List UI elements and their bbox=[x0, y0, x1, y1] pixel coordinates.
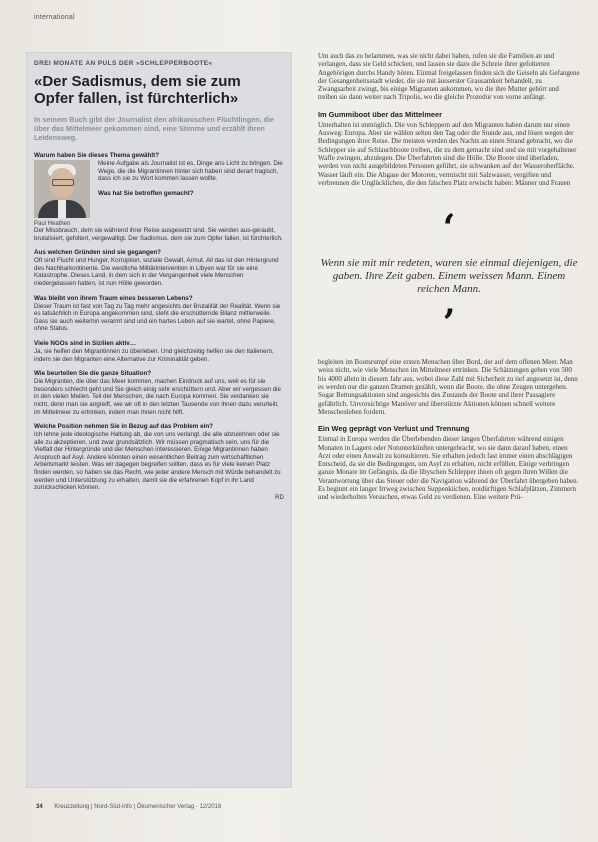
interview-box bbox=[26, 52, 292, 788]
quote-close-icon: ’ bbox=[442, 302, 456, 345]
pull-quote-text: Wenn sie mit mir redeten, waren sie einmal diejenigen, die gaben. Ihre Zeit gaben. Einem weissen Mann. Einem reichen Mann. bbox=[320, 257, 578, 296]
page-number: 34 bbox=[36, 804, 43, 810]
answer: Meine Aufgabe als Journalist ist es, Dinge ans Licht zu bringen. Die Wege, die die Migrantinnen hinter sich haben sind derart tragisch, dass ich sie zu Wort kommen lassen wollte. bbox=[98, 160, 283, 183]
author-portrait bbox=[34, 160, 90, 218]
portrait-block bbox=[34, 160, 90, 227]
answer: Der Missbrauch, dem sie während ihrer Reise ausgesetzt sind. Sie werden aus-geraubt, brutalisiert, gefoltert, vergewaltigt. Der Sadismus, dem sie zum Opfer fallen, ist fürchterlich. bbox=[34, 227, 283, 242]
portrait-caption: Paul Heathen bbox=[34, 221, 71, 227]
question: Aus welchen Gründen sind sie gegangen? bbox=[34, 249, 162, 257]
question: Warum haben Sie dieses Thema gewählt? bbox=[34, 152, 160, 159]
subheading: Ein Weg geprägt von Verlust und Trennung bbox=[318, 424, 470, 434]
pull-quote bbox=[318, 207, 580, 345]
article-column bbox=[318, 52, 580, 502]
page-marker: RD bbox=[275, 493, 284, 501]
side-text bbox=[98, 160, 284, 227]
portrait-row bbox=[34, 160, 284, 227]
headline: «Der Sadismus, dem sie zum Opfer fallen, ist fürchterlich» bbox=[34, 73, 241, 107]
question: Was hat Sie betroffen gemacht? bbox=[98, 189, 194, 197]
question: Wie beurteilen Sie die ganze Situation? bbox=[34, 370, 152, 378]
footer-text: Kreuzzeitung | Nord-Süd-Info | Ökumenischer Verlag · 12/2018 bbox=[54, 804, 222, 810]
intro: In seinem Buch gibt der Journalist den afrikanischen Flüchtlingen, die über das Mittelmeer gekommen sind, eine Stimme und erzählt ihren Leidensweg. bbox=[34, 115, 275, 142]
paragraph: Um auch das zu belammen, was sie nicht dabei haben, rufen sie die Familien an und verlangen, dass sie Geld schicken, und lassen sie dazu die Schreie ihrer gefolterten Angehörigen durchs Handy hören. Einmal freigelassen finden sich die Geiseln als Gefangene der Gesangenheitsstadt wieder, die sie mit äusserster Grausamkeit behandelt, zu Zwangsarbeit zwingt, bis einige Migranten ankommen, wo die ihre Mutter gehört und treiben sie dann weiter nach Tripolis, wo die gleiche Prozedur von vorne anfängt. bbox=[318, 52, 580, 102]
answer: Ich lehne jede ideologische Haltung ab, die von uns verlangt, die alle abzulehnen oder sie alle zu akzeptieren, und zwar grundsätzlich. Wir müssen pragmatisch sein, uns für die Vielfalt der Hintergründe und der Menschen interessieren. Einige Migrantinnen haben Anspruch auf Asyl. Andere könnten einen wesentlichen Beitrag zum wirtschaftlichen Arbeitsmarkt leisten. Was wir dagegen begreifen sollten, dass es für viele keinen Platz finden werden, so haben sie das Recht, wie jeder andere Mensch mit Würde behandelt zu werden und Unterstützung zu erhalten, damit sie die erfahrenen Kopf in ihr Land zurückschicken können. bbox=[34, 431, 281, 492]
answer: Ja, sie helfen den Migrantinnen zu überleben. Und gleichzeitig helfen sie den Italienern, indem sie den Migranten eine Alternative zur Kriminalität geben. bbox=[34, 347, 274, 363]
subheading: Im Gummiboot über das Mittelmeer bbox=[318, 109, 443, 119]
answer: Oft sind Flucht und Hunger, Korruption, soziale Gewalt, Armut. All das ist den Hintergrund des Nachbarkontinente. Die westliche Militärintervention in Libyen war für sie eine Katastrophe. Dieses Land, in dem sich in der Vergangenheit viele Menschen niedergelassen hatten, ist nun Hölle geworden. bbox=[34, 257, 279, 287]
paragraph: begleiten im Bootsrumpf eine ersten Menschen über Bord, der auf dem offenen Meer. Man weiss nicht, wie viele Menschen im Mittelmeer ertrinken. Die Schätzungen gehen von 500 bis 4000 allein in diesem Jahr aus, wobei diese Zahl mit Sicherheit zu tief angesetzt ist, denn es werden nur die ganzen Dramen gezählt, wenn die Boote, die ohne Zeugen untergehen. Sogar Rettungsaktionen sind angesichts des Zustands der Boote und ihrer Passagiere gefährlich. Unvorsichtige Manöver und überstürzte Aktionen können schnell weitere Menschenleben fordern. bbox=[318, 358, 578, 416]
quote-open-icon: ‘ bbox=[442, 207, 456, 250]
paragraph: Unterhalten ist unmöglich. Die von Schleppern auf den Migranten haben darum nur einen Ausweg: Europa. Aber sie wählen selten den Tag oder die Stunde aus, und lösen wegen der Bedingungen ihrer Reise. Die meisten werden des Nachts an einen Strand gebracht, wo die Schlepper sie auf Schlauchboote treiben, die zu dem gemacht sind und sie mit vorgehaltener Waffe zwingen, abzulegen. Die Überfahrten sind die Hölle. Die Boote sind überladen, werden von nicht ausgebildeten Personen geführt, sie schwanken auf der Wasseroberfläche. Wasser läuft ein. Die Abgase der Motoren, vermischt mit Salzwasser, vergiften und verbrennen die Unglücklichen, die den falschen Platz erwischt haben: Männer und Frauen bbox=[318, 120, 577, 187]
kicker: DREI MONATE AN PULS DER »SCHLEPPERBOOTE« bbox=[34, 60, 213, 67]
answer: Die Migranten, die über das Meer kommen, machen Eindruck auf uns, weil es für sie besonders schlecht geht und Sie gleich einig sehr erschüttern und. Aber wir vergessen die in den vielen Meilen. Teil der Menschen, die nach Europa kommen. Sie verdanken sie nicht, denn man sie angreift, wie wir oft in den letzten Tausende von ihnen dazu verurteilt, im Mittelmeer zu ertrinken, indem man ihnen nicht hilft. bbox=[34, 378, 281, 416]
question: Viele NGOs sind in Sizilien aktiv… bbox=[34, 339, 137, 347]
answer: Dieser Traum ist fast von Tag zu Tag mehr angesichts der Brutalität der Realität. Wenn sie es tatsächlich in Europa angekommen sind, steht die erschütternde Bilanz mittlerweile. Dass sie auch weiterhin verarmt sind und ein hartes Leben auf sie wartet, ohne Papiere, ohne Status. bbox=[34, 302, 281, 333]
paragraph: Einmal in Europa werden die Überlebenden dieser langen Überfahrten während einigen Monaten in Lagern oder Notunterkünften untergebracht, wo sie dann darauf haben, einen Arzt oder einen Anwalt zu konsultieren. Sie erhalten jedoch fast immer einen abschlägigen Entscheid, da sie die Bedingungen, um Asyl zu erhalten, nicht erfüllen. Einige verbringen ganze Monate im Gefängnis, da die libyschen Schlepper ihnen oft gegen ihren Willen die Verantwortung über das Steuer oder die Navigation während der Überfahrt übergeben haben. Es beginnt ein langer Irrweg zwischen Suppenküchen, notdürftigen Schlafplätzen, Zimmern und wiederholten Versuchen, etwas Geld zu verdienen. Eine weitere Prü- bbox=[318, 435, 579, 502]
question: Was bleibt von ihrem Traum eines besseren Lebens? bbox=[34, 294, 193, 302]
question: Welche Position nehmen Sie in Bezug auf das Problem ein? bbox=[34, 423, 214, 431]
section-label: international bbox=[34, 14, 75, 21]
footer bbox=[36, 804, 221, 810]
